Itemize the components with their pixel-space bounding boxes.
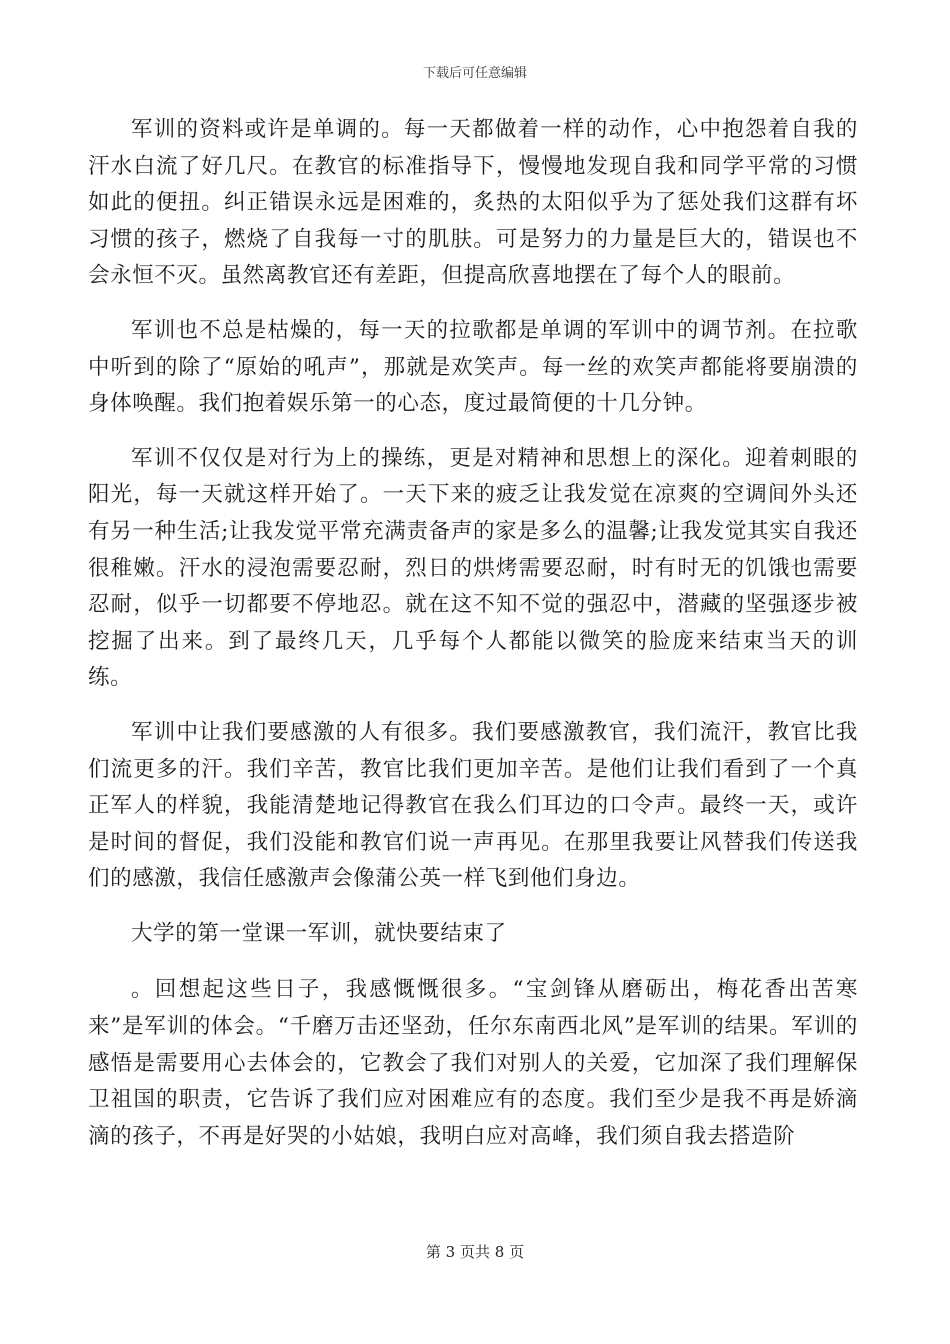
paragraph-3: 军训不仅仅是对行为上的操练，更是对精神和思想上的深化。迎着刺眼的阳光，每一天就这样开始了。一天下来的疲乏让我发觉在凉爽的空调间外头还有另一种生活;让我发觉平常充满责备声的家是多么的温馨;让我发觉其实自我还很稚嫩。汗水的浸泡需要忍耐，烈日的烘烤需要忍耐，时有时无的饥饿也需要忍耐，似乎一切都要不停地忍。就在这不知不觉的强忍中，潜藏的坚强逐步被挖掘了出来。到了最终几天，几乎每个人都能以微笑的脸庞来结束当天的训练。 xyxy=(88,445,858,691)
paragraph-5: 大学的第一堂课一军训，就快要结束了 xyxy=(131,920,507,946)
page-number-footer: 第 3 页共 8 页 xyxy=(425,1243,525,1261)
page-header: 下载后可任意编辑 xyxy=(422,66,527,81)
paragraph-4: 军训中让我们要感激的人有很多。我们要感激教官，我们流汗，教官比我们流更多的汗。我们辛苦，教官比我们更加辛苦。是他们让我们看到了一个真正军人的样貌，我能清楚地记得教官在我么们耳边的口令声。最终一天，或许是时间的督促，我们没能和教官们说一声再见。在那里我要让风替我们传送我们的感激，我信任感激声会像蒲公英一样飞到他们身边。 xyxy=(88,719,858,892)
paragraph-2: 军训也不总是枯燥的，每一天的拉歌都是单调的军训中的调节剂。在拉歌中听到的除了“原始的吼声”，那就是欢笑声。每一丝的欢笑声都能将要崩溃的身体唤醒。我们抱着娱乐第一的心态，度过最简便的十几分钟。 xyxy=(88,317,858,417)
paragraph-6: 。回想起这些日子，我感慨慨很多。“宝剑锋从磨砺出，梅花香出苦寒来”是军训的体会。“千磨万击还坚劲，任尔东南西北风”是军训的结果。军训的感悟是需要用心去体会的，它教会了我们对别人的关爱，它加深了我们理解保卫祖国的职责，它告诉了我们应对困难应有的态度。我们至少是我不再是娇滴滴的孩子，不再是好哭的小姑娘，我明白应对高峰，我们须自我去搭造阶 xyxy=(88,977,858,1149)
paragraph-1: 军训的资料或许是单调的。每一天都做着一样的动作，心中抱怨着自我的汗水白流了好几尺。在教官的标准指导下，慢慢地发现自我和同学平常的习惯如此的便扭。纠正错误永远是困难的，炙热的太阳似乎为了惩处我们这群有坏习惯的孩子，燃烧了自我每一寸的肌肤。可是努力的力量是巨大的，错误也不会永恒不灭。虽然离教官还有差距，但提高欣喜地摆在了每个人的眼前。 xyxy=(88,117,858,289)
document-body xyxy=(88,112,858,1155)
